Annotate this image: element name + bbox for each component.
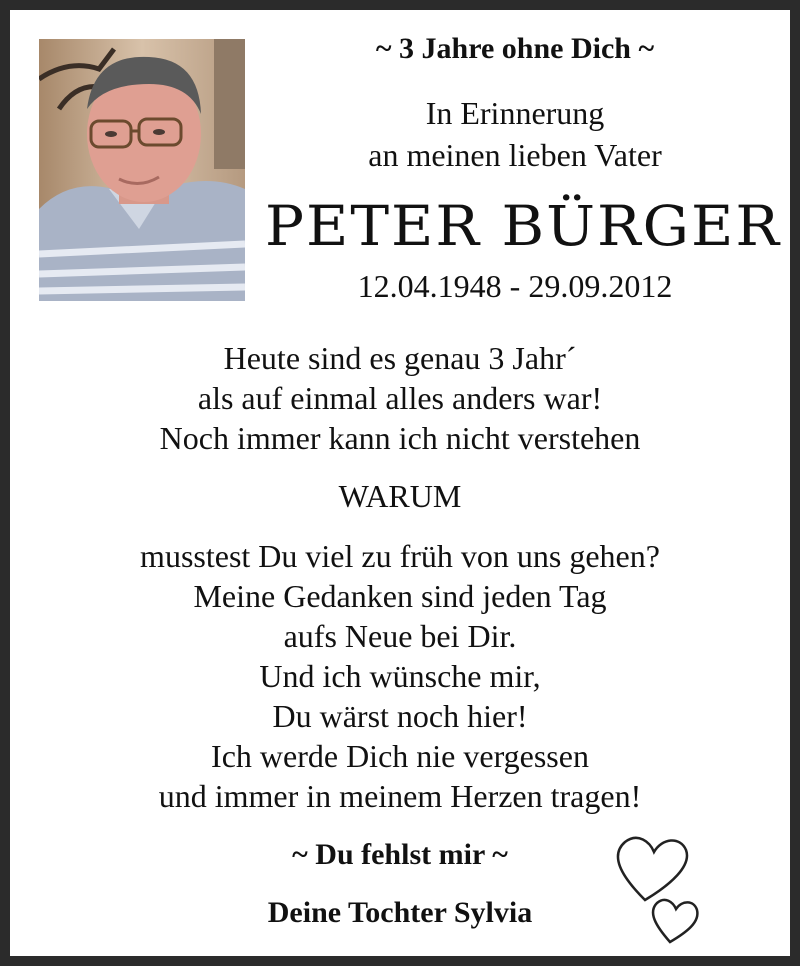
poem-line: Du wärst noch hier!	[272, 698, 528, 734]
poem-line: als auf einmal alles anders war!	[197, 380, 603, 416]
poem-line: Noch immer kann ich nicht verstehen	[159, 420, 641, 456]
life-dates: 12.04.1948 - 29.09.2012	[357, 268, 673, 304]
poem-stanza-1	[10, 338, 790, 458]
portrait-photo	[39, 39, 245, 301]
poem-stanza-2	[10, 536, 790, 816]
poem-line: Heute sind es genau 3 Jahr´	[223, 340, 577, 376]
closing-phrase: ~ Du fehlst mir ~	[292, 838, 508, 871]
poem-line: musstest Du viel zu früh von uns gehen?	[140, 538, 660, 574]
poem-line: Und ich wünsche mir,	[259, 658, 541, 694]
poem-line: Meine Gedanken sind jeden Tag	[193, 578, 607, 614]
two-hearts-icon	[610, 830, 720, 950]
poem-line: aufs Neue bei Dir.	[283, 618, 517, 654]
poem-line: und immer in meinem Herzen tragen!	[158, 778, 642, 814]
anniversary-heading: ~ 3 Jahre ohne Dich ~	[375, 32, 655, 65]
obituary-card	[10, 10, 790, 956]
memory-line: In Erinnerung	[425, 95, 605, 131]
deceased-name: PETER BÜRGER	[265, 193, 782, 259]
memory-line: an meinen lieben Vater	[368, 137, 662, 173]
poem-line: Ich werde Dich nie vergessen	[211, 738, 589, 774]
memory-intro	[265, 92, 765, 176]
signature: Deine Tochter Sylvia	[267, 896, 533, 929]
poem-emphasis: WARUM	[338, 478, 462, 514]
